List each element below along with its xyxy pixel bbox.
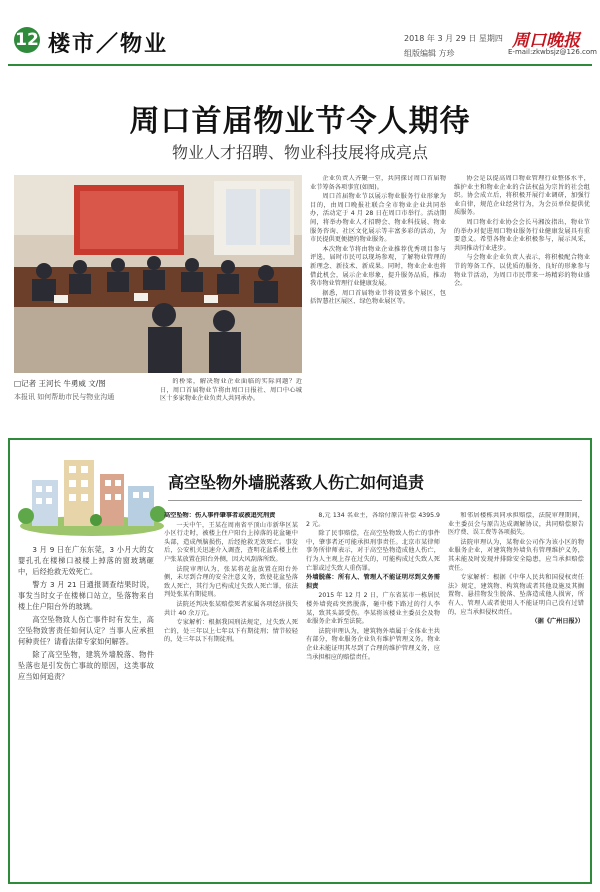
article-paragraph: 企业负责人齐聚一堂，共同探讨周口首届物业节筹备各项事宜(如图)。: [310, 175, 446, 191]
feature-subheading: 外墙脱落：所有人、管理人不能证明尽到义务需担责: [306, 574, 440, 590]
page-header: [0, 0, 600, 70]
feature-subheading: 高空坠物：伤人事件肇事者或被追究刑责: [164, 512, 276, 519]
feature-paragraph: 一天中午，王某在周南省平顶山市新华区某小区行走时，被楼上住户阳台上掉落的花盆砸中头部，造成颅脑损伤，后经抢救无效死亡。事发后，公安机关迅速介入调查，查明花盆系楼上住户张某放置在阳台外侧，因大风刮落所致。: [164, 521, 298, 563]
main-headline: 周口首届物业节令人期待: [129, 104, 471, 139]
feature-paragraph: 法院审理认为，某物业公司作为该小区的物业服务企业，对建筑物外墙负有管理维护义务，其未能及时发现并排除安全隐患，应当承担赔偿责任。: [448, 538, 584, 572]
feature-paragraph: 专家解析：根据我国刑法规定，过失致人死亡的，处三年以上七年以下有期徒刑；情节较轻的，处三年以下有期徒刑。: [164, 619, 298, 644]
issue-date: 2018 年 3 月 29 日 星期四: [404, 34, 503, 43]
feature-paragraph: 法院审理认为，张某将花盆放置在阳台外侧，未尽到合理的安全注意义务，致使花盆坠落致人死亡，其行为已构成过失致人死亡罪，依法判处张某有期徒刑。: [164, 565, 298, 599]
main-subheadline: 物业人才招聘、物业科技展将成亮点: [171, 143, 428, 162]
article-column-3: [454, 175, 590, 425]
article-paragraph: 的桥梁，解决物业企业面临的实际问题？近日，周口首届物业节将由周口日报社、周口中心城区十多家物业企业负责人共同承办。: [160, 378, 302, 403]
article-paragraph: 周口首届物业节以展示物业服务行业形象为目的，由周口晚报社联合全市物业企业共同举办，活动定于 4 月 28 日在周口市举行。活动期间，将举办物业人才招聘会、物业科技展、物业服务咨询、社区文化展示等丰富多彩的活动，为市民提供更便捷的物业服务。: [310, 193, 446, 244]
header-divider: [8, 64, 592, 66]
newspaper-logo: 周口晚报: [512, 31, 580, 51]
article-paragraph: 协会是以提高周口物业管理行业整体水平，维护业主和物业企业的合法权益为宗旨的社会组织。协会成立后，将积极开展行业调研，加强行业自律，规范企业经营行为，为会员单位提供优质服务。: [454, 175, 590, 217]
feature-paragraph: 除了民事赔偿，在高空坠物致人伤亡的事件中，肇事者还可能承担刑事责任。北京市某律师事务所律师表示，对于高空坠物造成他人伤亡，行为人主观上存在过失的，可能构成过失致人死亡罪或过失致人重伤罪。: [306, 530, 440, 572]
sidebar-paragraph: 除了高空坠物，建筑外墙脱落、物件坠落也是引发伤亡事故的原因，这类事故应当如何追责？: [18, 650, 154, 681]
feature-paragraph: 专家解析：根据《中华人民共和国侵权责任法》规定，建筑物、构筑物或者其他设施及其搁置物、悬挂物发生脱落、坠落造成他人损害，所有人、管理人或者使用人不能证明自己没有过错的，应当承担侵权责任。: [448, 574, 584, 616]
feature-paragraph: 法院审理认为，建筑物外墙属于全体业主共有部分，物业服务企业负有维护管理义务。物业企业未能证明其尽到了合理的维护管理义务，应当承担相应的赔偿责任。: [306, 627, 440, 661]
feature-column-1: [164, 512, 298, 876]
editor-credit: 组版编辑 方珍: [404, 49, 455, 58]
city-buildings-illustration: [18, 446, 166, 536]
section-title: 楼市／物业: [48, 31, 169, 57]
contact-email: E-mail:zkwbsjz@126.com: [508, 48, 598, 56]
article-column-2: [310, 175, 446, 425]
article-paragraph: 本次物业节将由物业企业推荐优秀项目参与评选，届时市民可以现场参观，了解物业管理的新理念、新技术、新成果。同时，物业企业也将借此机会，展示企业形象，提升服务品质，推动我市物业管理行业健康发展。: [310, 245, 446, 288]
page-number-badge: 12: [14, 27, 40, 53]
article-column-1: [160, 378, 302, 422]
feature-paragraph: 8,元 134 名业主，各给付原告补偿 4395.92 元。: [306, 512, 440, 528]
sidebar-paragraph: 高空坠物致人伤亡事件时有发生，高空坠物致害责任如何认定？当事人应承担何种责任？请看法律专家如何解答。: [18, 615, 154, 646]
feature-intro-sidebar: [18, 544, 154, 684]
article-paragraph: 与会物业企业负责人表示，将积极配合物业节的筹备工作，以优质的服务、良好的形象参与物业节活动，为周口市民带来一场精彩的物业盛会。: [454, 254, 590, 288]
photo-caption: □记者 王河长 牛勇威 文/图: [14, 379, 106, 388]
article-paragraph: 据悉，周口首届物业节将设置多个展区，包括智慧社区展区、绿色物业展区等。: [310, 289, 446, 306]
report-lead: 本报讯 如何帮助市民与物业沟通: [14, 393, 115, 401]
feature-column-2: [306, 512, 440, 876]
article-source: （据《广州日报》）: [531, 618, 584, 626]
sidebar-paragraph: 警方 3 月 21 日通报调查结果时说，事发当时女子在楼梯口站立，坠落物来自楼上住户阳台外的玻璃。: [18, 580, 154, 611]
meeting-photo: [14, 175, 302, 373]
feature-column-3: [448, 512, 584, 876]
feature-paragraph: 和邻居楼栋共同承担赔偿，法院审理期间，业主委员会与原告达成调解协议，共同赔偿原告医疗费、误工费等各项损失。: [448, 512, 584, 537]
feature-headline: 高空坠物外墙脱落致人伤亡如何追责: [168, 473, 425, 492]
feature-paragraph: 2015 年 12 月 2 日，广东省某市一栋居民楼外墙瓷砖突然脱落，砸中楼下路过的行人李某，致其头部受伤。李某将该楼业主委员会及物业服务企业诉至法院。: [306, 592, 440, 626]
sidebar-paragraph: 3 月 9 日在广东东莞，3 小月大的女婴孔孔在楼梯口被楼上掉落的窗玻璃砸中，后经抢救无效死亡。: [18, 545, 154, 576]
article-paragraph: 周口物业行业协会会长马湘汝指出，物业节的举办对促进周口物业服务行业健康发展具有重要意义。希望各物业企业积极参与，展示风采，共同推动行业进步。: [454, 218, 590, 252]
feature-paragraph: 法院还判决张某赔偿死者家属各项经济损失共计 40 余万元。: [164, 600, 298, 617]
feature-divider: [168, 500, 582, 501]
